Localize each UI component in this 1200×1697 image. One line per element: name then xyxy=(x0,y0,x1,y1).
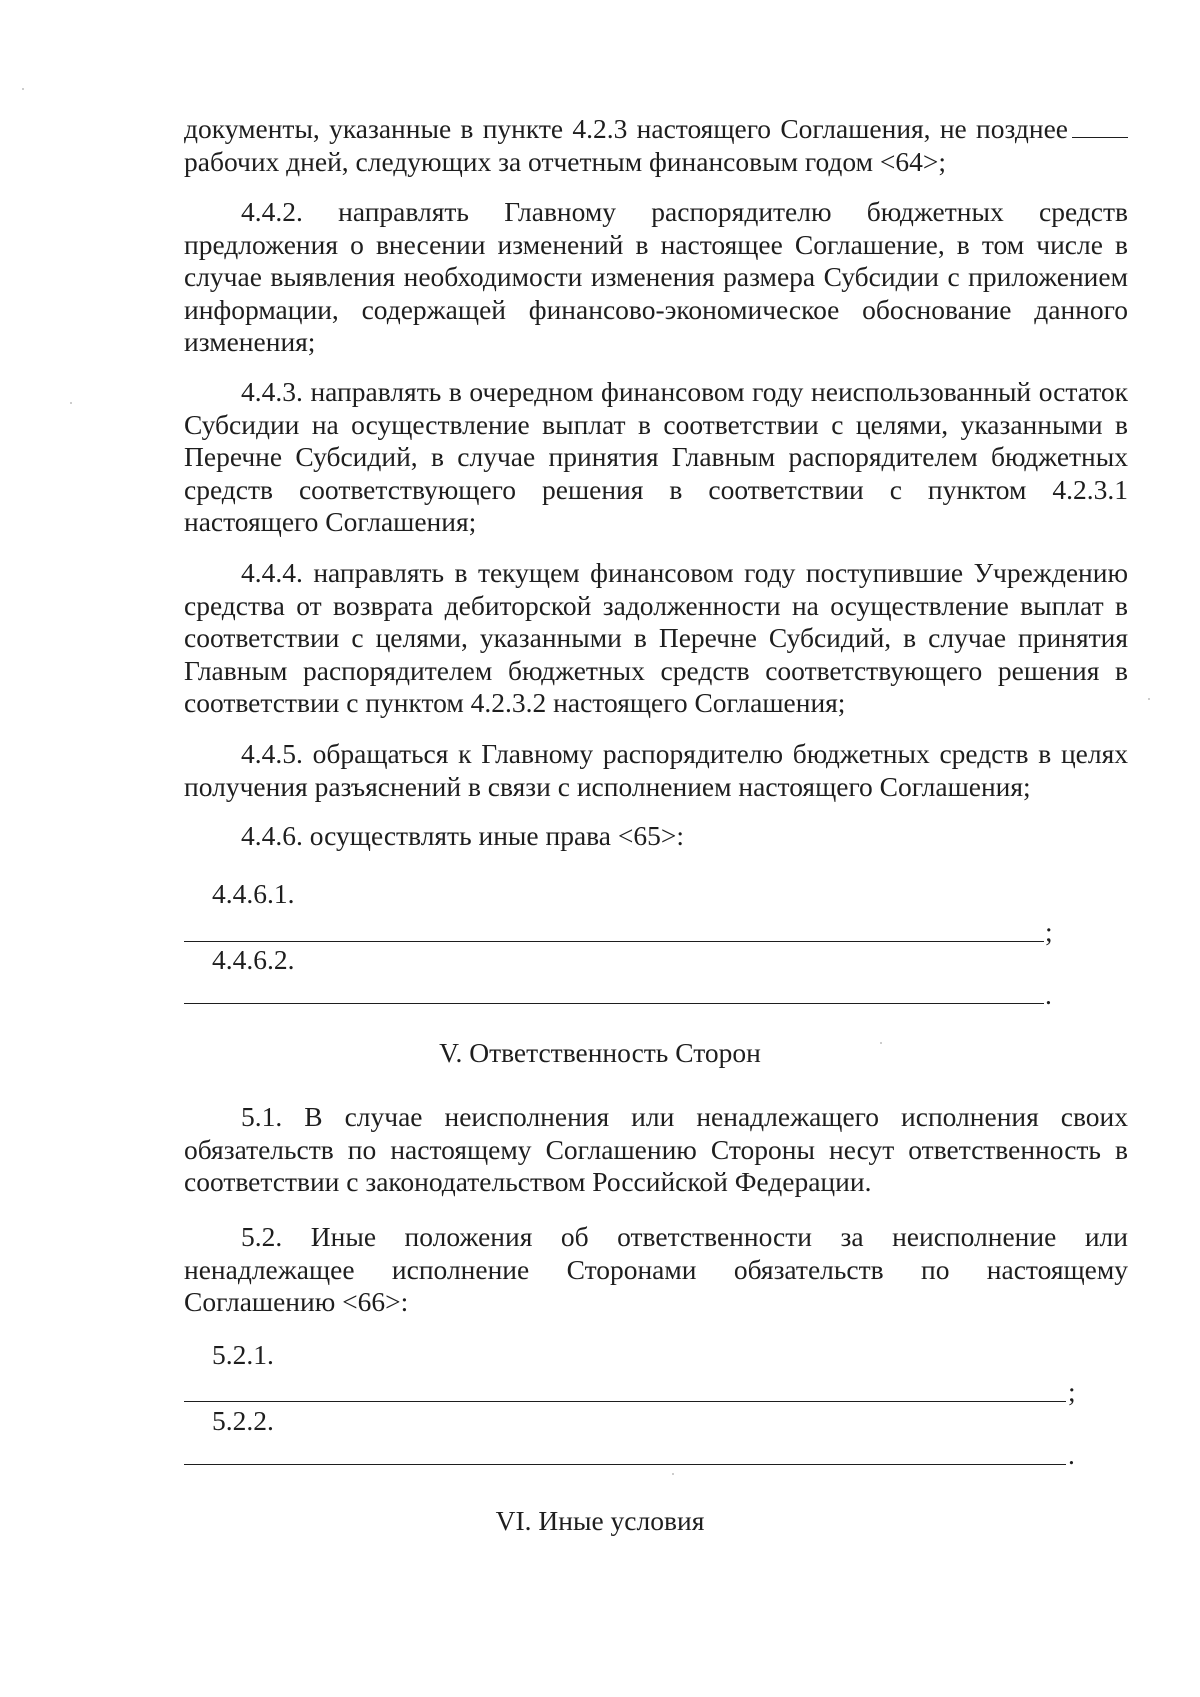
subitem-5-2-1-label: 5.2.1. xyxy=(212,1339,274,1370)
subitem-5-2-1-end: ; xyxy=(1068,1376,1076,1407)
fill-line-4-4-6-2 xyxy=(184,1003,1044,1004)
subitem-4-4-6-1-label: 4.4.6.1. xyxy=(212,878,295,909)
subitem-4-4-6-1-end: ; xyxy=(1045,916,1053,947)
scan-speck xyxy=(1148,698,1150,700)
section-heading-vi: VI. Иные условия xyxy=(495,1505,705,1536)
paragraph-4-4-3: 4.4.3. направлять в очередном финансовом году неиспользованный остаток Субсидии на осуществление выплат в соответствии с целями, указанными в Перечне Субсидий, в случае принятия Главным распорядителем бюджетных средств соответствующего решения в соответствии с пунктом 4.2.3.1 настоящего Соглашения; xyxy=(184,376,1128,538)
section-heading-v: V. Ответственность Сторон xyxy=(439,1037,761,1068)
scan-speck xyxy=(672,1473,674,1475)
fill-line-5-2-2 xyxy=(184,1464,1066,1465)
blank-days-line xyxy=(1072,115,1128,138)
subitem-5-2-2-end: . xyxy=(1068,1439,1075,1470)
paragraph-intro xyxy=(184,113,1128,178)
fill-line-5-2-1 xyxy=(184,1401,1066,1402)
paragraph-4-4-6: 4.4.6. осуществлять иные права <65>: xyxy=(241,820,685,851)
paragraph-5-1: 5.1. В случае неисполнения или ненадлежащего исполнения своих обязательств по настоящему Соглашению Стороны несут ответственность в соответствии с законодательством Российской Федерации. xyxy=(184,1101,1128,1198)
paragraph-4-4-5: 4.4.5. обращаться к Главному распорядителю бюджетных средств в целях получения разъяснений в связи с исполнением настоящего Соглашения; xyxy=(184,738,1128,802)
paragraph-4-4-4: 4.4.4. направлять в текущем финансовом году поступившие Учреждению средства от возврата дебиторской задолженности на осуществление выплат в соответствии с целями, указанными в Перечне Субсидий, в случае принятия Главным распорядителем бюджетных средств соответствующего решения в соответствии с пунктом 4.2.3.2 настоящего Соглашения; xyxy=(184,557,1128,719)
fill-line-4-4-6-1 xyxy=(184,941,1044,942)
subitem-4-4-6-2-label: 4.4.6.2. xyxy=(212,944,295,975)
paragraph-5-2: 5.2. Иные положения об ответственности за неисполнение или ненадлежащее исполнение Сторонами обязательств по настоящему Соглашению <66>: xyxy=(184,1221,1128,1318)
intro-text-after-blank: рабочих дней, следующих за отчетным финансовым годом <64>; xyxy=(184,145,947,177)
paragraph-4-4-2: 4.4.2. направлять Главному распорядителю бюджетных средств предложения о внесении изменений в настоящее Соглашение, в том числе в случае выявления необходимости изменения размера Субсидии с приложением информации, содержащей финансово-экономическое обоснование данного изменения; xyxy=(184,196,1128,358)
subitem-4-4-6-2-end: . xyxy=(1045,979,1052,1010)
scan-speck xyxy=(880,1042,882,1044)
subitem-5-2-2-label: 5.2.2. xyxy=(212,1405,274,1436)
scan-speck xyxy=(70,402,72,404)
scan-speck xyxy=(22,88,24,90)
intro-text-before-blank: документы, указанные в пункте 4.2.3 настоящего Соглашения, не позднее xyxy=(184,113,1068,144)
